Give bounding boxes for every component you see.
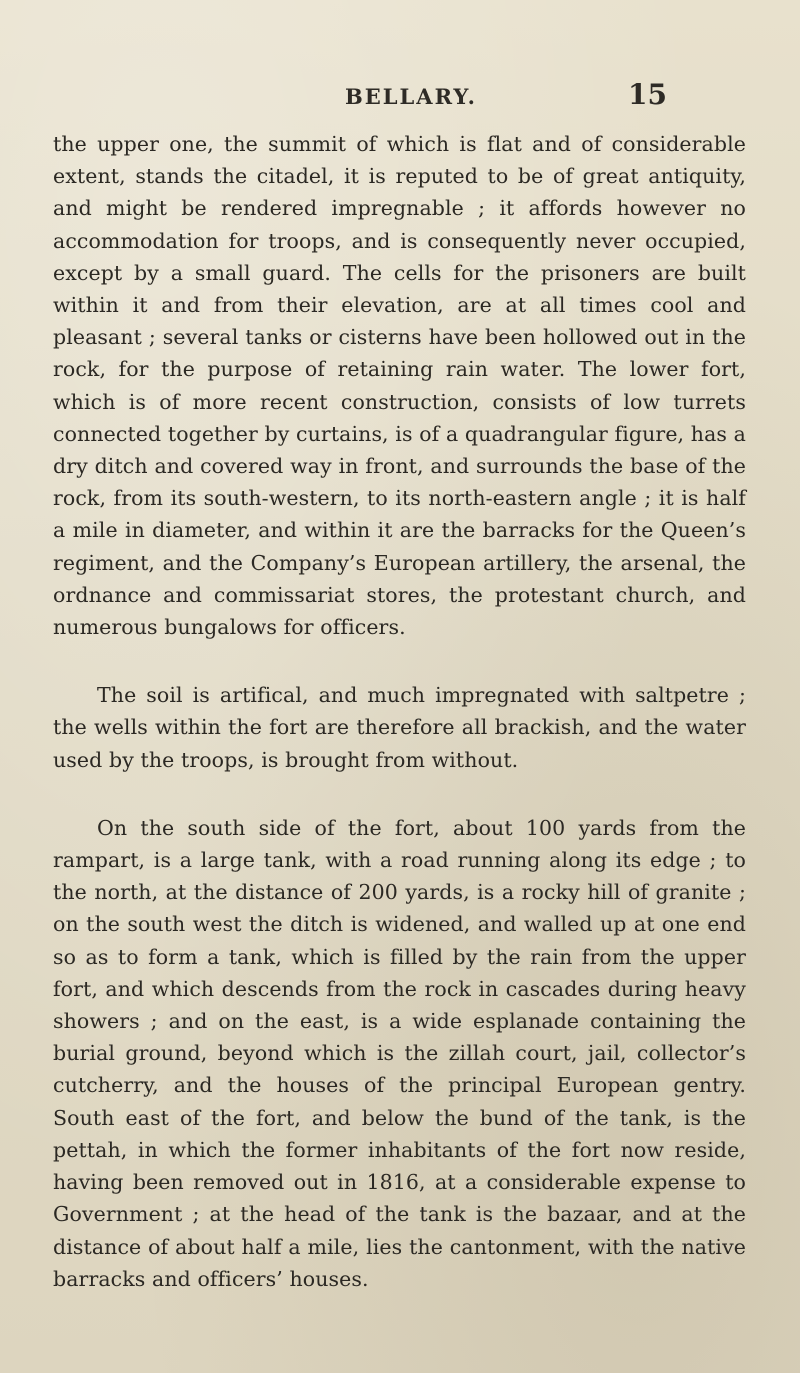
paragraph-surroundings: On the south side of the fort, about 100 yards from the rampart, is a large tank, with a road running along its edge ; to the north, at the distance of 200 yards, is a rocky hill of granite ; on the south west the ditch is widened, and walled up at one end so as to form a tank, which is filled by the rain from the upper fort, and which descends from the rock in cascades during heavy showers ; and on the east, is a wide esplanade containing the burial ground, beyond which is the zillah court, jail, collector’s cutcherry, and the houses of the principal European gentry. South east of the fort, and below the bund of the tank, is the pettah, in which the former inhabitants of the fort now reside, having been removed out in 1816, at a considerable expense to Government ; at the head of the tank is the bazaar, and at the distance of about half a mile, lies the cantonment, with the native barracks and officers’ houses. (53, 815, 746, 1291)
page-number: 15 (628, 78, 667, 111)
paragraph-citadel-and-lower-fort: the upper one, the summit of which is flat and of considerable extent, stands the citadel, it is reputed to be of great antiquity, and might be rendered impregnable ; it affords however no accommodation for troops, and is consequently never occupied, except by a small guard. The cells for the prisoners are built within it and from their elevation, are at all times cool and pleasant ; several tanks or cisterns have been hollowed out in the rock, for the purpose of retaining rain water. The lower fort, which is of more recent construction, consists of low turrets connected together by curtains, is of a quadrangular figure, has a dry ditch and covered way in front, and surrounds the base of the rock, from its south-western, to its north-eastern angle ; it is half a mile in diameter, and within it are the barracks for the Queen’s regiment, and the Company’s European artillery, the arsenal, the ordnance and commissariat stores, the protestant church, and numerous bungalows for officers. (53, 132, 746, 640)
chapter-title: BELLARY. (345, 84, 477, 109)
running-head (0, 76, 800, 116)
paragraph-soil: The soil is artifical, and much impregnated with saltpetre ; the wells within the fort are therefore all brackish, and the water used by the troops, is brought from without. (53, 683, 746, 772)
body-text (53, 128, 746, 1295)
